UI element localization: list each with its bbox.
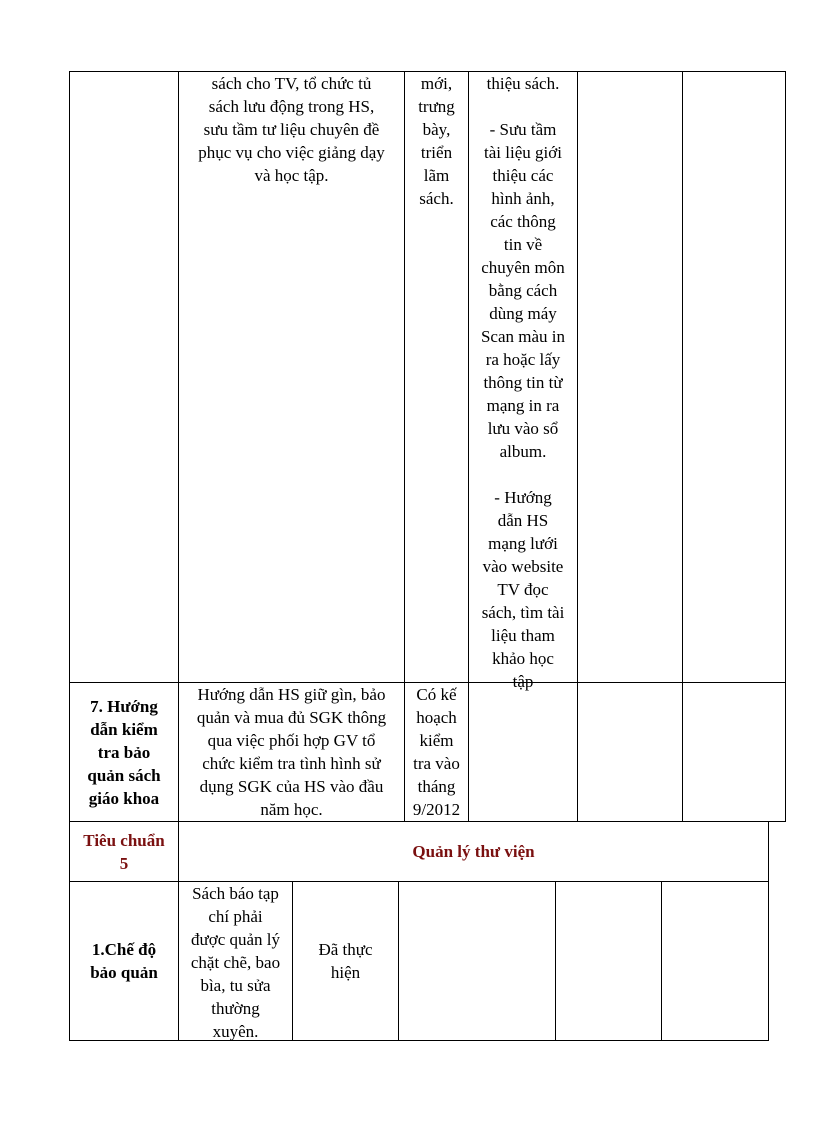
row-1-col2: [178, 881, 293, 1041]
row-continuation-col6: [682, 71, 786, 683]
row-continuation-col4: [468, 71, 578, 691]
standard-5-title: [178, 821, 769, 882]
row-1-title: 1.Chế độ bảo quản: [90, 940, 158, 982]
row-7-title: 7. Hướng dẫn kiểm tra bảo quản sách giáo khoa: [87, 696, 161, 808]
row-7-col3: [404, 682, 469, 822]
row-7-col4: [468, 682, 578, 822]
row-continuation-col3-text: mới, trưng bày, triển lãm sách.: [418, 74, 455, 208]
row-continuation-col2-text: sách cho TV, tổ chức tủ sách lưu động trong HS, sưu tầm tư liệu chuyên đề phục vụ cho việc giảng dạy và học tập.: [198, 74, 385, 185]
row-1-col1: [69, 881, 179, 1041]
row-1-col3: [292, 881, 399, 1041]
row-1-col6: [661, 881, 769, 1041]
row-7-col2-text: Hướng dẫn HS giữ gìn, bảo quản và mua đủ SGK thông qua việc phối hợp GV tổ chức kiểm tra tình hình sử dụng SGK của HS vào đầu năm học.: [196, 685, 387, 819]
row-7-col1: [69, 682, 179, 822]
row-continuation-col4-text: thiệu sách. - Sưu tầm tài liệu giới thiệu các hình ảnh, các thông tin về chuyên môn bằng cách dùng máy Scan màu in ra hoặc lấy thông tin từ mạng in ra lưu vào sổ album. - Hướng dẫn HS mạng lưới vào website TV đọc sách, tìm tài liệu tham khảo học tập: [480, 74, 566, 691]
row-1-col5: [555, 881, 662, 1041]
row-1-col2-text: Sách báo tạp chí phải được quản lý chặt chẽ, bao bìa, tu sửa thường xuyên.: [190, 884, 281, 1041]
row-7-col6: [682, 682, 786, 822]
standard-5-label: [69, 821, 179, 882]
row-1-col4: [398, 881, 556, 1041]
row-continuation-col3: [404, 71, 469, 683]
row-continuation-col5: [577, 71, 683, 683]
row-1-col3-text: Đã thực hiện: [318, 940, 373, 982]
row-continuation-col2: [178, 71, 405, 683]
standard-5-title-text: Quản lý thư viện: [412, 842, 535, 861]
row-7-col5: [577, 682, 683, 822]
row-continuation-col1: [69, 71, 179, 683]
row-7-col2: [178, 682, 405, 822]
standard-5-label-text: Tiêu chuẩn 5: [83, 830, 165, 873]
row-7-col3-text: Có kế hoạch kiểm tra vào tháng 9/2012: [412, 685, 461, 819]
